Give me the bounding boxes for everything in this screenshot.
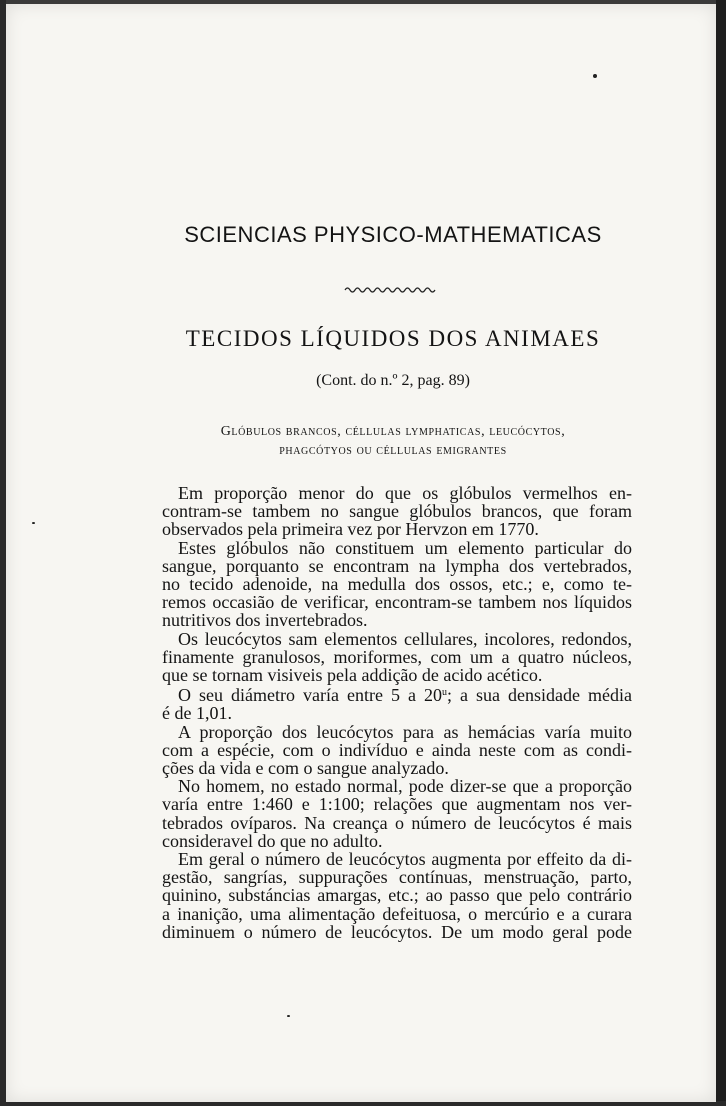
text-line: tebrados ovíparos. Na creança o número de leucócytos é mais	[162, 812, 632, 833]
subtitle-line: phagcótyos ou céllulas emigrantes	[279, 443, 507, 458]
text-line	[162, 684, 632, 704]
text-line: no tecido adenoide, na medulla dos ossos, etc.; e, como te-	[162, 574, 632, 595]
text-line: a inanição, uma alimentação defeituosa, o mercúrio e a curara	[162, 903, 632, 924]
text-line: A proporção dos leucócytos para as hemácias varía muito	[178, 721, 632, 742]
text-line: Em geral o número de leucócytos augmenta por effeito da di-	[178, 849, 632, 870]
text-fragment: O seu diámetro varía entre 5 a 20	[178, 685, 442, 706]
text-line: observados pela primeira vez por Hervzon em 1770.	[162, 519, 539, 540]
text-line: gestão, sangrías, suppurações contínuas, menstruação, parto,	[162, 867, 632, 888]
text-line: que se tornam visiveis pela addição de acido acético.	[162, 665, 543, 686]
text-line: ções da vida e com o sangue analyzado.	[162, 758, 449, 779]
text-line: contram-se tambem no sangue glóbulos brancos, que foram	[162, 501, 632, 522]
text-line: Estes glóbulos não constituem um elemento particular do	[178, 537, 632, 558]
article-title: TECIDOS LÍQUIDOS DOS ANIMAES	[185, 326, 601, 351]
wavy-divider-ornament	[343, 284, 437, 296]
continuation-note: (Cont. do n.º 2, pag. 89)	[316, 372, 470, 389]
text-line: quinino, substáncias amargas, etc.; ao passo que pelo contrário	[162, 885, 632, 906]
text-line: com a espécie, com o indivíduo e ainda neste com as condi-	[162, 739, 632, 760]
text-fragment: ; a sua densidade média	[447, 685, 632, 706]
text-line: consideravel do que no adulto.	[162, 830, 383, 851]
text-line: Os leucócytos sam elementos cellulares, incolores, redondos,	[178, 628, 632, 649]
text-line: diminuem o número de leucócytos. De um modo geral pode	[162, 921, 632, 942]
scan-edge-right	[716, 0, 726, 1106]
text-line: finamente granulosos, moriformes, com um a quatro núcleos,	[162, 646, 632, 667]
subtitle	[6, 422, 726, 460]
ink-speck	[32, 522, 35, 524]
text-line: Em proporção menor do que os glóbulos vermelhos en-	[178, 483, 632, 503]
section-title: SCIENCIAS PHYSICO-MATHEMATICAS	[184, 222, 602, 247]
text-line: remos occasião de verificar, encontram-se tambem nos líquidos	[162, 592, 632, 613]
document-page	[6, 4, 716, 1102]
subtitle-line: Glóbulos brancos, céllulas lymphaticas, leucócytos,	[220, 424, 566, 439]
micron-superscript: u	[442, 687, 447, 699]
text-line: nutritivos dos invertebrados.	[162, 610, 368, 631]
ink-speck	[287, 1015, 290, 1017]
text-line: No homem, no estado normal, pode dizer-se que a proporção	[178, 776, 632, 797]
ink-speck	[593, 74, 597, 78]
text-line: varía entre 1:460 e 1:100; relações que augmentam nos ver-	[162, 794, 632, 815]
text-line: sangue, porquanto se encontram na lympha dos vertebrados,	[162, 555, 632, 576]
article-body	[162, 484, 632, 941]
text-line: é de 1,01.	[162, 703, 232, 724]
